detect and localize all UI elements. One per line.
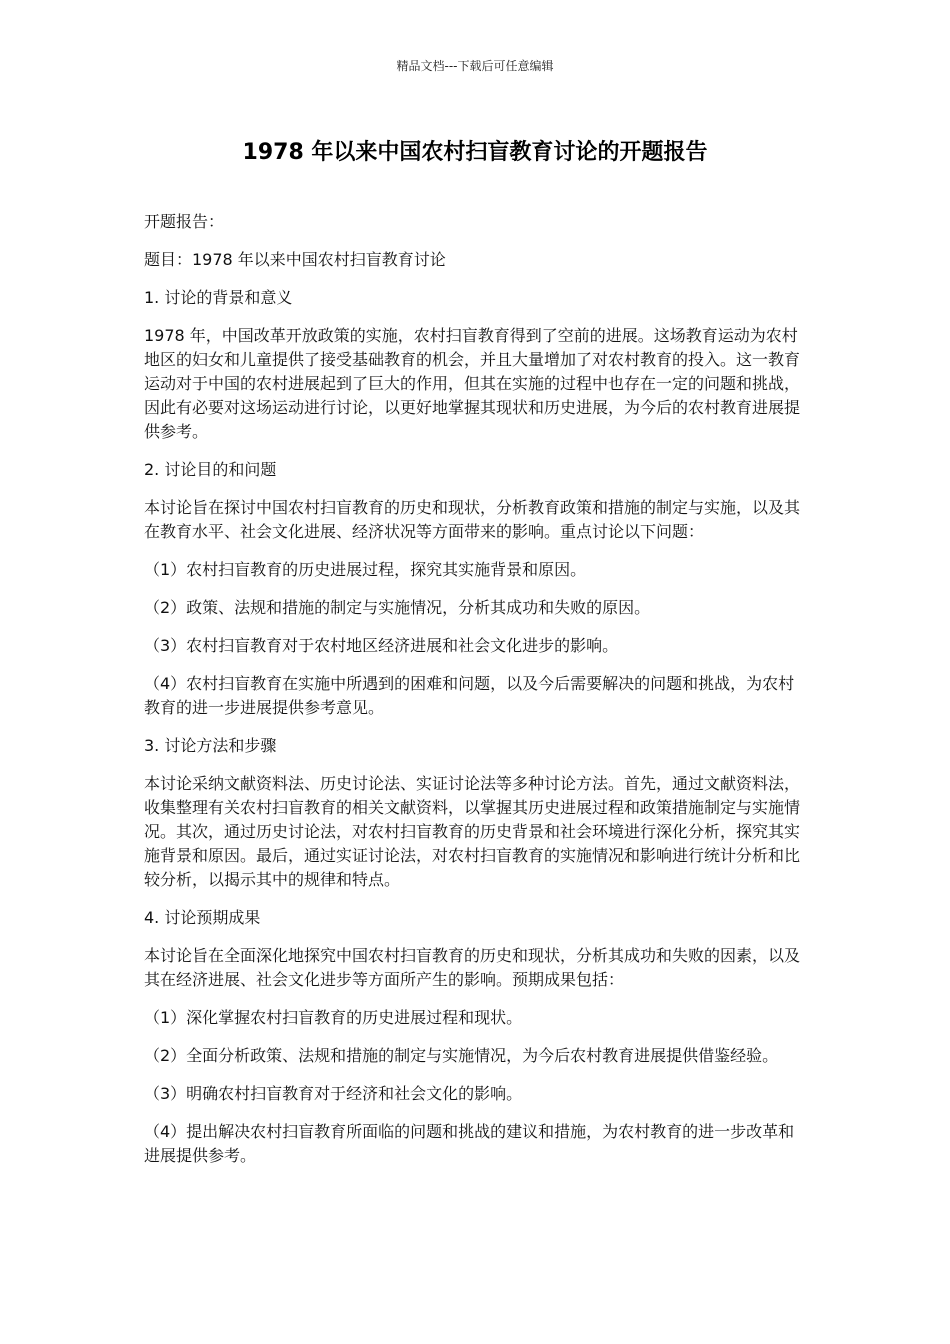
section-4-item-4: （4）提出解决农村扫盲教育所面临的问题和挑战的建议和措施，为农村教育的进一步改革和进展提供参考。 [144, 1122, 795, 1165]
section-2-item-3: （3）农村扫盲教育对于农村地区经济进展和社会文化进步的影响。 [144, 636, 619, 655]
header-note: 精品文档---下载后可任意编辑 [396, 59, 554, 73]
section-heading-2: 2. 讨论目的和问题 [144, 460, 277, 479]
section-2-item-2: （2）政策、法规和措施的制定与实施情况，分析其成功和失败的原因。 [144, 598, 651, 617]
topic-line: 题目：1978 年以来中国农村扫盲教育讨论 [144, 250, 446, 269]
document-body [144, 210, 810, 1182]
section-2-item-4: （4）农村扫盲教育在实施中所遇到的困难和问题，以及今后需要解决的问题和挑战，为农村教育的进一步进展提供参考意见。 [144, 674, 795, 717]
section-4-item-3: （3）明确农村扫盲教育对于经济和社会文化的影响。 [144, 1084, 523, 1103]
document-title: 1978 年以来中国农村扫盲教育讨论的开题报告 [242, 140, 708, 165]
section-4-paragraph: 本讨论旨在全面深化地探究中国农村扫盲教育的历史和现状，分析其成功和失败的因素，以及其在经济进展、社会文化进步等方面所产生的影响。预期成果包括： [144, 946, 801, 989]
section-3-paragraph: 本讨论采纳文献资料法、历史讨论法、实证讨论法等多种讨论方法。首先，通过文献资料法，收集整理有关农村扫盲教育的相关文献资料，以掌握其历史进展过程和政策措施制定与实施情况。其次，通过历史讨论法，对农村扫盲教育的历史背景和社会环境进行深化分析，探究其实施背景和原因。最后，通过实证讨论法，对农村扫盲教育的实施情况和影响进行统计分析和比较分析，以揭示其中的规律和特点。 [144, 774, 801, 889]
section-4-item-1: （1）深化掌握农村扫盲教育的历史进展过程和现状。 [144, 1008, 523, 1027]
section-1-paragraph: 1978 年，中国改革开放政策的实施，农村扫盲教育得到了空前的进展。这场教育运动为农村地区的妇女和儿童提供了接受基础教育的机会，并且大量增加了对农村教育的投入。这一教育运动对于中国的农村进展起到了巨大的作用，但其在实施的过程中也存在一定的问题和挑战，因此有必要对这场运动进行讨论，以更好地掌握其现状和历史进展，为今后的农村教育进展提供参考。 [144, 326, 801, 441]
section-2-paragraph: 本讨论旨在探讨中国农村扫盲教育的历史和现状，分析教育政策和措施的制定与实施，以及其在教育水平、社会文化进展、经济状况等方面带来的影响。重点讨论以下问题： [144, 498, 801, 541]
section-heading-4: 4. 讨论预期成果 [144, 908, 261, 927]
section-4-item-2: （2）全面分析政策、法规和措施的制定与实施情况，为今后农村教育进展提供借鉴经验。 [144, 1046, 779, 1065]
section-heading-3: 3. 讨论方法和步骤 [144, 736, 277, 755]
section-heading-1: 1. 讨论的背景和意义 [144, 288, 293, 307]
section-2-item-1: （1）农村扫盲教育的历史进展过程，探究其实施背景和原因。 [144, 560, 587, 579]
label-opening-report: 开题报告： [144, 212, 225, 231]
